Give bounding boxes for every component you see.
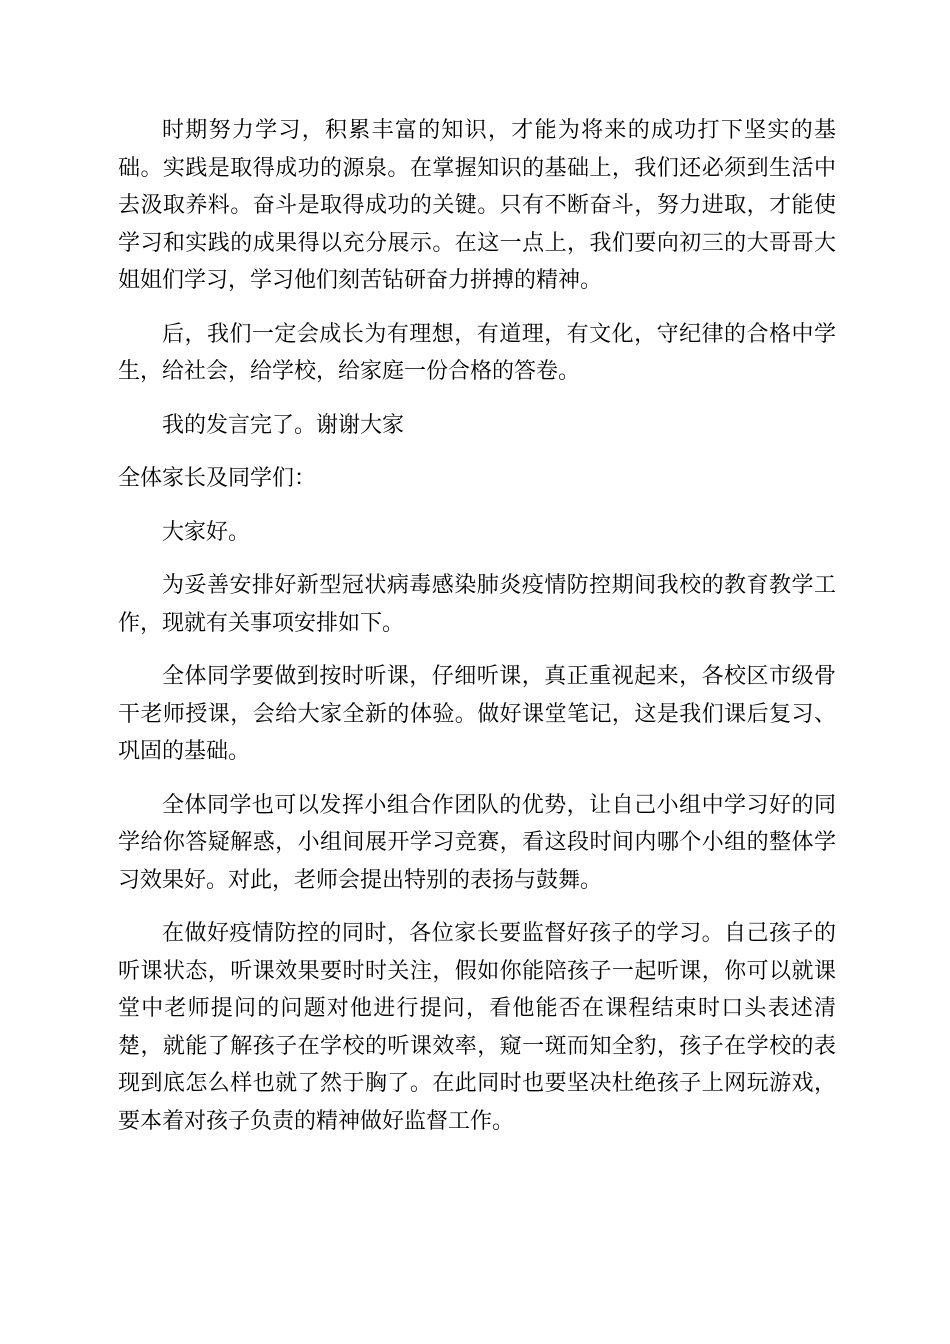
paragraph-group-cooperation: 全体同学也可以发挥小组合作团队的优势，让自己小组中学习好的同学给你答疑解惑，小组间展开学习竞赛，看这段时间内哪个小组的整体学习效果好。对此，老师会提出特别的表扬与鼓舞。 — [118, 792, 836, 893]
paragraph-greeting: 大家好。 — [162, 519, 251, 545]
paragraph-closing-thanks: 我的发言完了。谢谢大家 — [162, 412, 405, 438]
paragraph-purpose: 为妥善安排好新型冠状病毒感染肺炎疫情防控期间我校的教育教学工作，现就有关事项安排如下。 — [118, 573, 836, 636]
paragraph-study-practice: 时期努力学习，积累丰富的知识，才能为将来的成功打下坚实的基础。实践是取得成功的源泉。在掌握知识的基础上，我们还必须到生活中去汲取养料。奋斗是取得成功的关键。只有不断奋斗，努力进取，才能使学习和实践的成果得以充分展示。在这一点上，我们要向初三的大哥哥大姐姐们学习，学习他们刻苦钻研奋力拼搏的精神。 — [118, 118, 836, 293]
paragraph-parent-supervision: 在做好疫情防控的同时，各位家长要监督好孩子的学习。自己孩子的听课状态，听课效果要时时关注，假如你能陪孩子一起听课，你可以就课堂中老师提问的问题对他进行提问，看他能否在课程结束时口头表述清楚，就能了解孩子在学校的听课效率，窥一斑而知全豹，孩子在学校的表现到底怎么样也就了然于胸了。在此同时也要坚决杜绝孩子上网玩游戏，要本着对孩子负责的精神做好监督工作。 — [118, 921, 836, 1134]
paragraph-salutation: 全体家长及同学们： — [118, 466, 317, 491]
document-page — [118, 112, 836, 1156]
paragraph-growth-pledge: 后，我们一定会成长为有理想，有道理，有文化，守纪律的合格中学生，给社会，给学校，给家庭一份合格的答卷。 — [118, 321, 836, 384]
paragraph-attend-class: 全体同学要做到按时听课，仔细听课，真正重视起来，各校区市级骨干老师授课，会给大家全新的体验。做好课堂笔记，这是我们课后复习、巩固的基础。 — [118, 664, 836, 764]
